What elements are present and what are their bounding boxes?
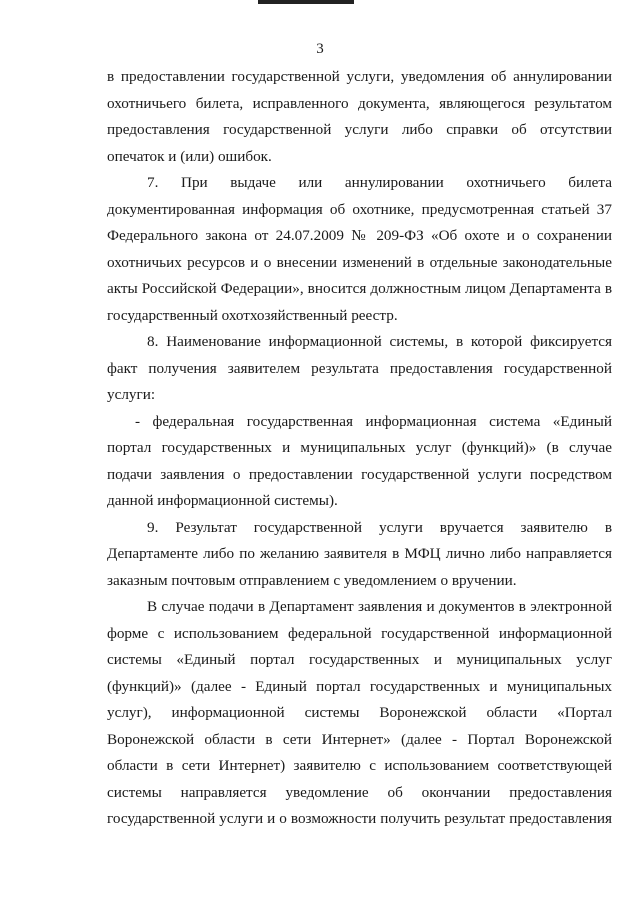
text-line: услуги: <box>107 386 156 403</box>
text-line: системы направляется уведомление об окончании предоставления <box>107 783 612 801</box>
text-line: Воронежской области в сети Интернет» (далее - Портал Воронежской <box>107 730 612 748</box>
text-line: охотничьих ресурсов и о внесении изменений в отдельные законодательные <box>107 253 612 271</box>
scan-edge-mark <box>258 0 354 4</box>
text-line: в предоставлении государственной услуги, уведомления об аннулировании <box>107 68 612 85</box>
text-line: форме с использованием федеральной государственной информационной <box>107 624 612 642</box>
document-body <box>107 64 612 833</box>
page-number: 3 <box>316 41 324 57</box>
text-line: документированная информация об охотнике, предусмотренная статьей 37 <box>107 200 612 218</box>
text-line: государственной услуги и о возможности получить результат предоставления <box>107 810 612 827</box>
text-line: 7. При выдаче или аннулировании охотничьего билета <box>147 174 612 191</box>
text-line: государственный охотхозяйственный реестр. <box>107 306 398 324</box>
text-line: Федерального закона от 24.07.2009 № 209-ФЗ «Об охоте и о сохранении <box>107 227 612 244</box>
text-line: системы «Единый портал государственных и муниципальных услуг <box>107 651 612 668</box>
text-line: В случае подачи в Департамент заявления и документов в электронной <box>147 598 612 615</box>
text-line: предоставления государственной услуги либо справки об отсутствии <box>107 121 612 138</box>
text-line: охотничьего билета, исправленного документа, являющегося результатом <box>107 94 612 112</box>
text-line: портал государственных и муниципальных услуг (функций)» (в случае <box>107 439 612 456</box>
text-line: - федеральная государственная информационная система «Единый <box>135 412 612 430</box>
text-line: 9. Результат государственной услуги вручается заявителю в <box>147 518 612 536</box>
text-line: 8. Наименование информационной системы, в которой фиксируется <box>147 333 612 350</box>
text-line: акты Российской Федерации», вносится должностным лицом Департамента в <box>107 280 612 297</box>
text-line: (функций)» (далее - Единый портал государственных и муниципальных <box>107 677 612 695</box>
text-line: Департаменте либо по желанию заявителя в МФЦ лично либо направляется <box>107 545 612 562</box>
text-line: области в сети Интернет) заявителю с использованием соответствующей <box>107 757 612 774</box>
text-line: опечаток и (или) ошибок. <box>107 147 272 165</box>
text-line: услуг), информационной системы Воронежской области «Портал <box>107 704 612 721</box>
text-line: факт получения заявителем результата предоставления государственной <box>107 359 612 377</box>
text-line: данной информационной системы). <box>107 492 338 509</box>
text-line: подачи заявления о предоставлении государственной услуги посредством <box>107 465 612 483</box>
text-line: заказным почтовым отправлением с уведомлением о вручении. <box>107 571 517 589</box>
